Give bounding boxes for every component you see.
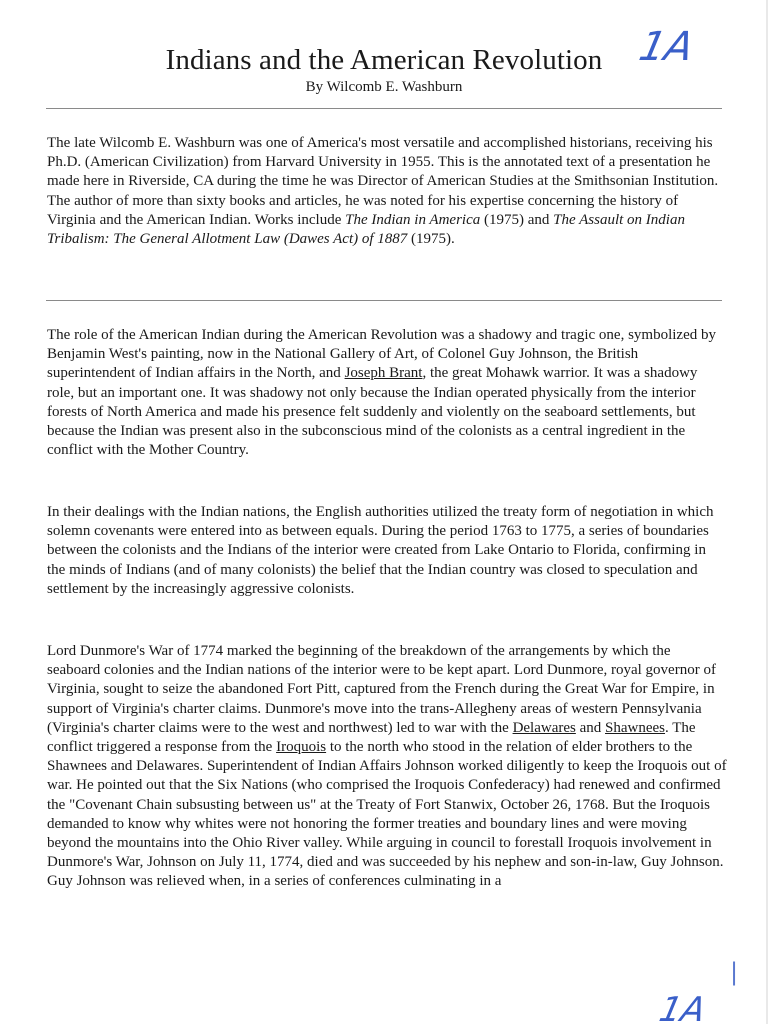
work-title-assault-on-tribalism: The Assault on Indian Tribalism: The General Allotment Law (Dawes Act) of 1887 — [47, 211, 685, 248]
body-paragraph-2 — [47, 503, 727, 599]
author-byline: By Wilcomb E. Washburn — [305, 79, 463, 95]
handwritten-margin-mark: | — [730, 958, 739, 986]
p3-text-2: and — [575, 719, 606, 736]
p1-text-2: , the great Mohawk warrior. It was a shadowy role, but an important one. It was shadowy not only because the Indian operated physically from the interior forests of North America and made his presence felt suddenly and violently on the seaboard settlements, but because the Indian was present also in the subconscious mind of the colonists as a central ingredient in the conflict with the Mother Country. — [47, 365, 698, 459]
link-delawares[interactable]: Delawares — [512, 719, 576, 736]
handwritten-page-number-bottom: 1A — [655, 990, 710, 1030]
p3-text-4: to the north who stood in the relation of elder brothers to the Shawnees and Delawares. Superintendent of Indian Affairs Johnson worked diligently to keep the Iroquois out of war. He pointed out that the Six Nations (who comprised the Iroquois Confederacy) had renewed and confirmed the "Covenant Chain subsusting between us" at the Treaty of Fort Stanwix, October 26, 1768. But the Iroquois demanded to know why whites were not honoring the former treaties and boundary lines and were moving beyond the mountains into the Ohio River valley. While arguing in council to forestall Iroquois involvement in Dunmore's War, Johnson on July 11, 1774, died and was succeeded by his nephew and son-in-law, Guy Johnson. Guy Johnson was relieved when, in a series of conferences culminating in a — [47, 739, 727, 890]
body-paragraph-3 — [47, 642, 727, 892]
p2-text-1: In their dealings with the Indian nations, the English authorities utilized the treaty form of negotiation in which solemn covenants were entered into as between equals. During the period 1763 to 1775, a series of boundaries between the colonists and the Indians of the interior were created from Lake Ontario to Florida, confirming in the minds of Indians (and of many colonists) the belief that the Indian country was closed to speculation and settlement by the increasingly aggressive colonists. — [47, 504, 714, 597]
link-shawnees[interactable]: Shawnees — [605, 719, 666, 736]
link-iroquois[interactable]: Iroquois — [276, 739, 327, 756]
link-joseph-brant[interactable]: Joseph Brant — [344, 365, 423, 382]
author-bio-paragraph — [47, 134, 727, 249]
bio-text-2: (1975) and — [480, 211, 554, 228]
p3-text-3: . The conflict triggered a response from the — [47, 719, 696, 756]
bio-text-3: (1975). — [407, 231, 455, 248]
p1-text-1: The role of the American Indian during the American Revolution was a shadowy and tragic one, symbolized by Benjamin West's painting, now in the National Gallery of Art, of Colonel Guy Johnson, the British superintendent of Indian affairs in the North, and — [47, 327, 716, 382]
document-title: Indians and the American Revolution — [165, 44, 603, 76]
p3-text-1: Lord Dunmore's War of 1774 marked the beginning of the breakdown of the arrangements by which the seaboard colonies and the Indian nations of the interior were to be kept apart. Lord Dunmore, royal governor of Virginia, sought to seize the abandoned Fort Pitt, captured from the French during the Great War for Empire, in support of Virginia's charter claims. Dunmore's move into the trans-Allegheny areas of western Pennsylvania (Virginia's charter claims were to the west and northwest) led to war with the — [47, 643, 716, 736]
bio-text-1: The late Wilcomb E. Washburn was one of America's most versatile and accomplished historians, receiving his Ph.D. (American Civilization) from Harvard University in 1955. This is the annotated text of a presentation he made here in Riverside, CA during the time he was Director of American Studies at the Smithsonian Institution. The author of more than sixty books and articles, he was noted for his expertise concerning the history of Virginia and the American Indian. Works include — [47, 135, 719, 228]
divider-top — [46, 108, 722, 109]
handwritten-page-number: 1A — [635, 24, 698, 70]
body-paragraph-1 — [47, 326, 727, 460]
work-title-indian-in-america: The Indian in America — [345, 211, 481, 228]
divider-middle — [46, 300, 722, 301]
